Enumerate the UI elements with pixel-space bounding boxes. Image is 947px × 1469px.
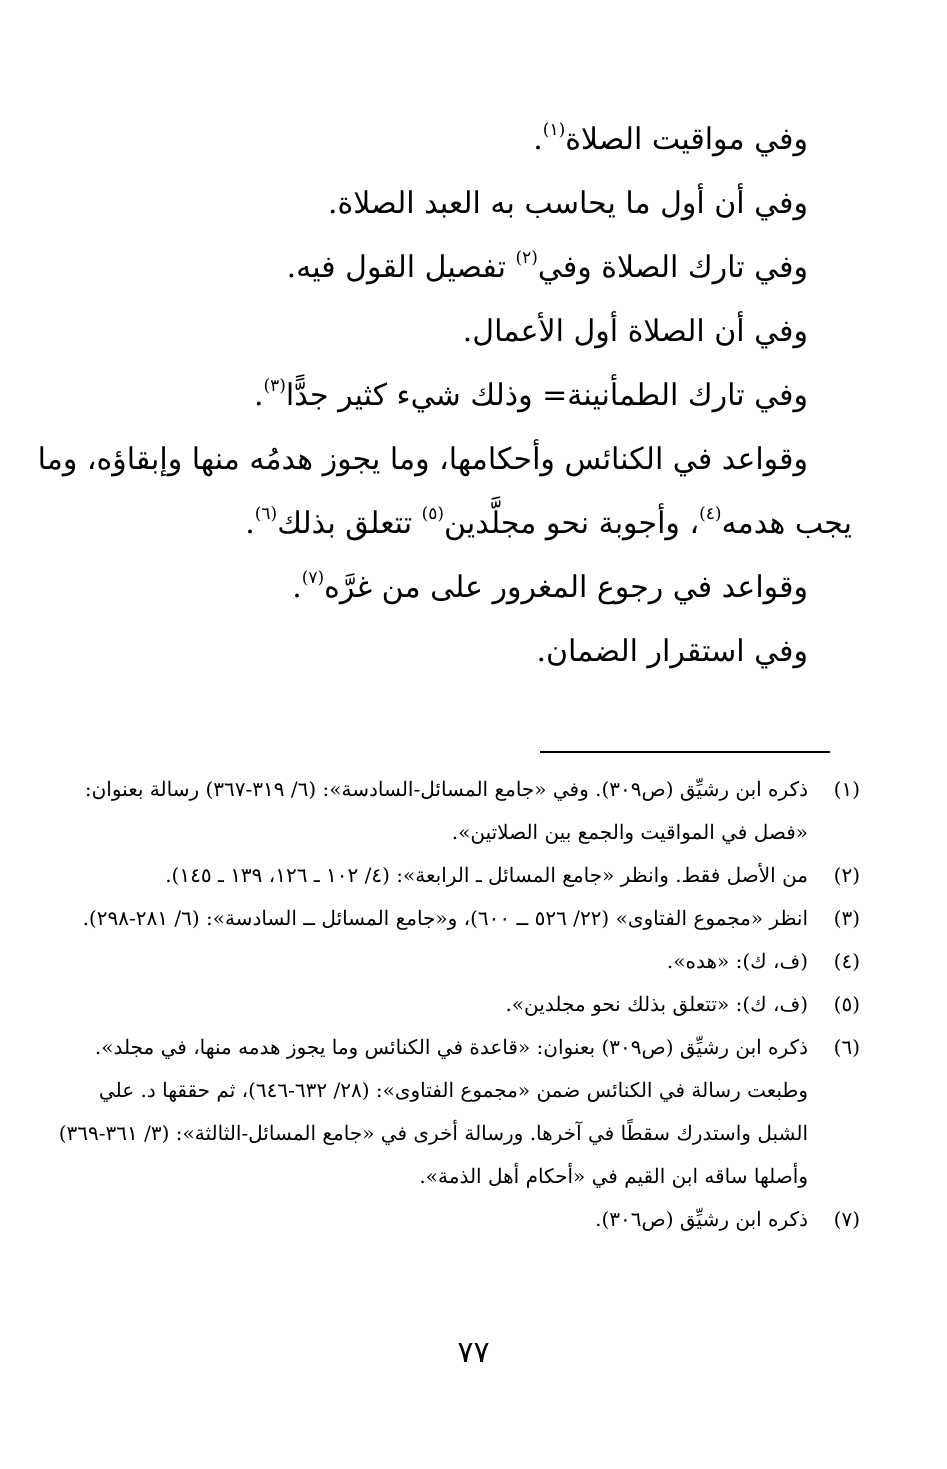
footnote-5: [48, 983, 860, 1026]
footnote-6: [48, 1026, 860, 1198]
footnote-text: (ف، ك): «تتعلق بذلك نحو مجلدين».: [505, 992, 808, 1016]
footnotes: [48, 768, 860, 1241]
text-line-abandoning-prayer: وفي تارك الصلاة وفي$^{(٢)}$ تفصيل القول فيه.: [286, 248, 808, 285]
footnote-ref-5[interactable]: (٥): [421, 504, 445, 524]
footnote-number: (٥): [833, 992, 860, 1016]
footnote-ref-2[interactable]: (٢): [515, 248, 538, 268]
text-line-deceived: وقواعد في رجوع المغرور على من غرَّه$^{(٧)}$.: [292, 568, 808, 605]
footnote-text: انظر «مجموع الفتاوى» (٢٢/ ٥٢٦ ــ ٦٠٠)، و«جامع المسائل ــ السادسة»: (٦/ ٢٨١-٢٩٨).: [82, 906, 808, 930]
footnote-number: (٣): [833, 906, 860, 930]
text-line-tranquility: وفي تارك الطمأنينة= وذلك شيء كثير جدًّا$^{(٣)}$.: [253, 376, 808, 413]
footnote-ref-7[interactable]: (٧): [301, 568, 325, 588]
footnote-ref-3[interactable]: (٣): [263, 376, 286, 396]
text-line-churches-1: وقواعد في الكنائس وأحكامها، وما يجوز هدمُه منها وإبقاؤه، وما: [37, 442, 808, 477]
page-number: ٧٧: [457, 1335, 490, 1370]
footnote-number: (٢): [833, 863, 860, 887]
footnote-number: (٦): [833, 1035, 860, 1059]
footnote-divider: [540, 751, 830, 753]
footnote-text: من الأصل فقط. وانظر «جامع المسائل ـ الرابعة»: (٤/ ١٠٢ ـ ١٢٦، ١٣٩ ـ ١٤٥).: [165, 863, 808, 887]
footnote-text: ذكره ابن رشيِّق (ص٣٠٦).: [595, 1207, 808, 1231]
main-text: [37, 108, 852, 684]
text-line-damages: وفي استقرار الضمان.: [536, 634, 808, 669]
text-line-churches-2: يجب هدمه$^{(٤)}$، وأجوبة نحو مجلَّدين$^{(٥)}$ تتعلق بذلك$^{(٦)}$.: [245, 504, 852, 541]
footnote-ref-4[interactable]: (٤): [699, 504, 722, 524]
text-line-first-reckoned: وفي أن أول ما يحاسب به العبد الصلاة.: [327, 186, 808, 221]
footnote-3: [48, 897, 860, 940]
footnote-number: (٤): [833, 949, 860, 973]
text-line-prayer-first-deed: وفي أن الصلاة أول الأعمال.: [462, 314, 808, 349]
footnote-ref-1[interactable]: (١): [542, 120, 566, 140]
footnote-text: (ف، ك): «هده».: [666, 949, 808, 973]
footnote-number: (١): [833, 777, 860, 801]
footnote-2: [48, 854, 860, 897]
footnote-4: [48, 940, 860, 983]
footnote-number: (٧): [833, 1207, 860, 1231]
text-line-prayer-times: وفي مواقيت الصلاة$^{(١)}$.: [533, 120, 808, 157]
footnote-1: [48, 768, 860, 854]
footnote-text: ذكره ابن رشيِّق (ص٣٠٩) بعنوان: «قاعدة في الكنائس وما يجوز هدمه منها، في مجلد». وطبعت رسالة في الكنائس ضمن «مجموع الفتاوى»: (٢٨/ ٦٣٢-٦٤٦)، ثم حققها د. علي الشبل واستدرك سقطًا في آخرها. ورسالة أخرى في «جامع المسائل-الثالثة»: (٣/ ٣٦١-٣٦٩) وأصلها ساقه ابن القيم في «أحكام أهل الذمة».: [58, 1035, 808, 1188]
footnote-7: [48, 1198, 860, 1241]
footnote-ref-6[interactable]: (٦): [254, 504, 278, 524]
paragraph-churches: [37, 428, 852, 556]
footnote-text: ذكره ابن رشيِّق (ص٣٠٩). وفي «جامع المسائل-السادسة»: (٦/ ٣١٩-٣٦٧) رسالة بعنوان: «فصل في المواقيت والجمع بين الصلاتين».: [84, 777, 808, 844]
